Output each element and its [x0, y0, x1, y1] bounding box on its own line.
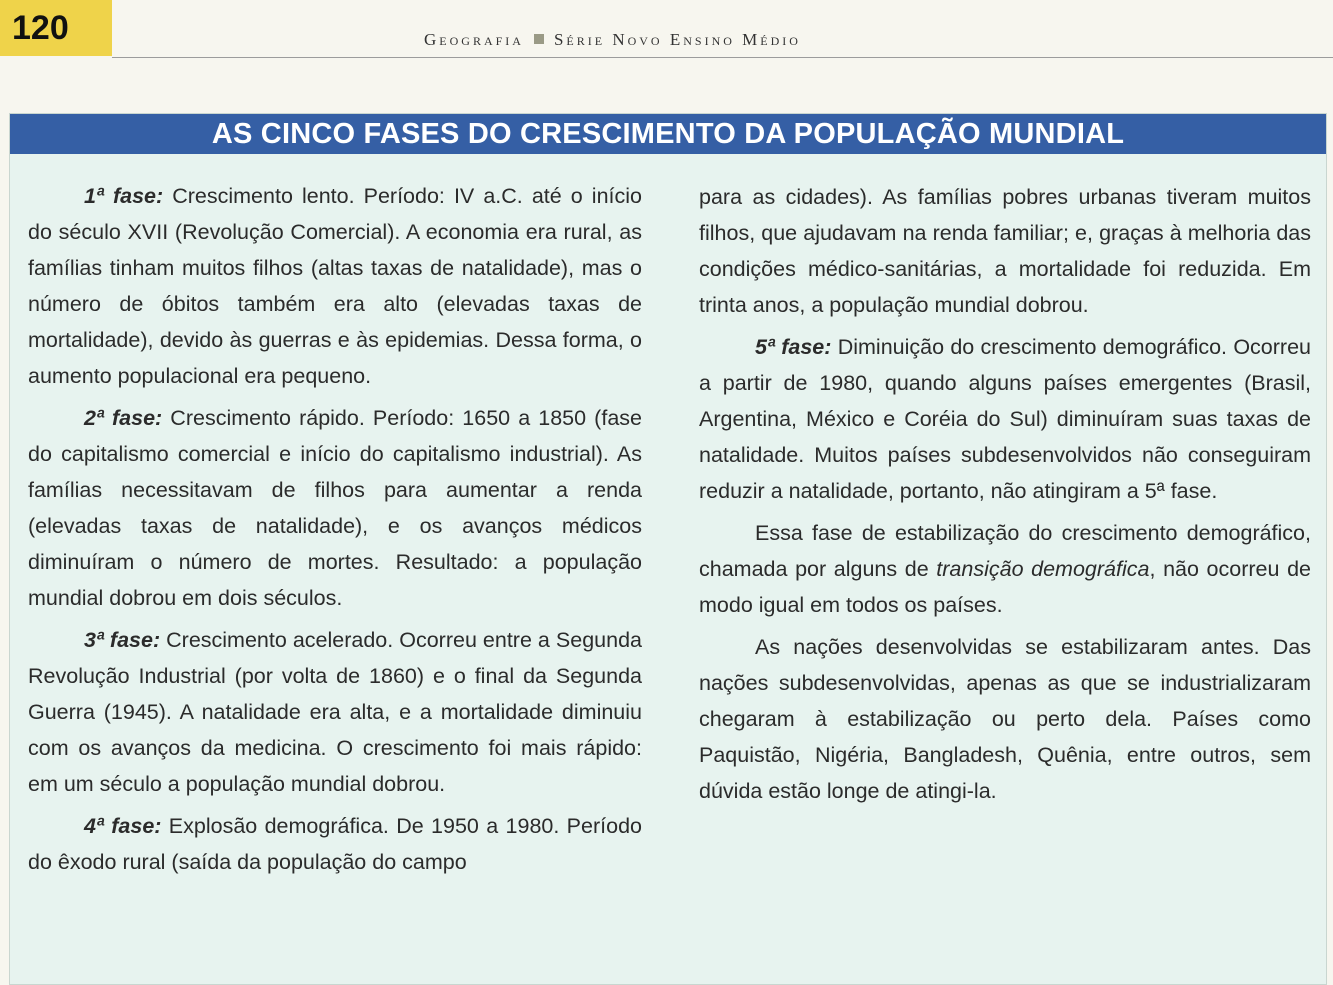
phase-2-label: 2ª fase:: [84, 406, 163, 430]
left-column: [28, 178, 642, 886]
info-box: [9, 113, 1327, 985]
nations-paragraph: As nações desenvolvidas se estabilizaram antes. Das nações subdesenvolvidas, apenas as que se industrializaram chegaram à estabilização ou perto dela. Países como Paquistão, Nigéria, Bangladesh, Quênia, entre outros, sem dúvida estão longe de atingi-la.: [699, 635, 1311, 803]
phase-2-paragraph: [28, 400, 642, 616]
running-header-series: Série Novo Ensino Médio: [553, 30, 801, 49]
phase-1-paragraph: [28, 178, 642, 394]
phase-3-label: 3ª fase:: [84, 628, 161, 652]
phase-4-label: 4ª fase:: [84, 814, 162, 838]
phase-1-label: 1ª fase:: [84, 184, 164, 208]
phase-5-paragraph: [699, 329, 1311, 509]
phase-4-continuation: para as cidades). As famílias pobres urbanas tiveram muitos filhos, que ajudavam na renda familiar; e, graças à melhoria das condições médico-sanitárias, a mortalidade foi reduzida. Em trinta anos, a população mundial dobrou.: [699, 185, 1311, 317]
running-header-subject: Geografia: [424, 30, 524, 49]
box-title: AS CINCO FASES DO CRESCIMENTO DA POPULAÇÃO MUNDIAL: [10, 114, 1326, 154]
header-divider: [112, 57, 1333, 58]
page-number: 120: [0, 0, 112, 56]
square-bullet-icon: [534, 34, 544, 44]
transition-text-before: Essa fase de estabilização do crescimento demográfico, chamada por alguns de: [699, 521, 1311, 581]
transition-text-after: , não ocorreu de modo igual em todos os países.: [699, 557, 1311, 617]
transition-term: transição demográfica: [936, 557, 1150, 581]
phase-5-text: Diminuição do crescimento demográfico. Ocorreu a partir de 1980, quando alguns países emergentes (Brasil, Argentina, México e Coréia do Sul) diminuíram suas taxas de natalidade. Muitos países subdesenvolvidos não conseguiram reduzir a natalidade, portanto, não atingiram a 5ª fase.: [699, 335, 1311, 503]
phase-4-paragraph: [28, 808, 642, 880]
phase-5-label: 5ª fase:: [755, 335, 832, 359]
transition-paragraph: [699, 515, 1311, 623]
phase-1-text: Crescimento lento. Período: IV a.C. até o início do século XVII (Revolução Comercial). A economia era rural, as famílias tinham muitos filhos (altas taxas de natalidade), mas o número de óbitos também era alto (elevadas taxas de mortalidade), devido às guerras e às epidemias. Dessa forma, o aumento populacional era pequeno.: [28, 184, 642, 388]
phase-4-text: Explosão demográfica. De 1950 a 1980. Período do êxodo rural (saída da população do campo: [28, 814, 642, 874]
running-header: [424, 30, 801, 50]
phase-2-text: Crescimento rápido. Período: 1650 a 1850 (fase do capitalismo comercial e início do capitalismo industrial). As famílias necessitavam de filhos para aumentar a renda (elevadas taxas de natalidade), e os avanços médicos diminuíram o número de mortes. Resultado: a população mundial dobrou em dois séculos.: [28, 406, 642, 610]
phase-3-paragraph: [28, 622, 642, 802]
right-column: [699, 179, 1311, 815]
phase-3-text: Crescimento acelerado. Ocorreu entre a Segunda Revolução Industrial (por volta de 1860) e o final da Segunda Guerra (1945). A natalidade era alta, e a mortalidade diminuiu com os avanços da medicina. O crescimento foi mais rápido: em um século a população mundial dobrou.: [28, 628, 642, 796]
